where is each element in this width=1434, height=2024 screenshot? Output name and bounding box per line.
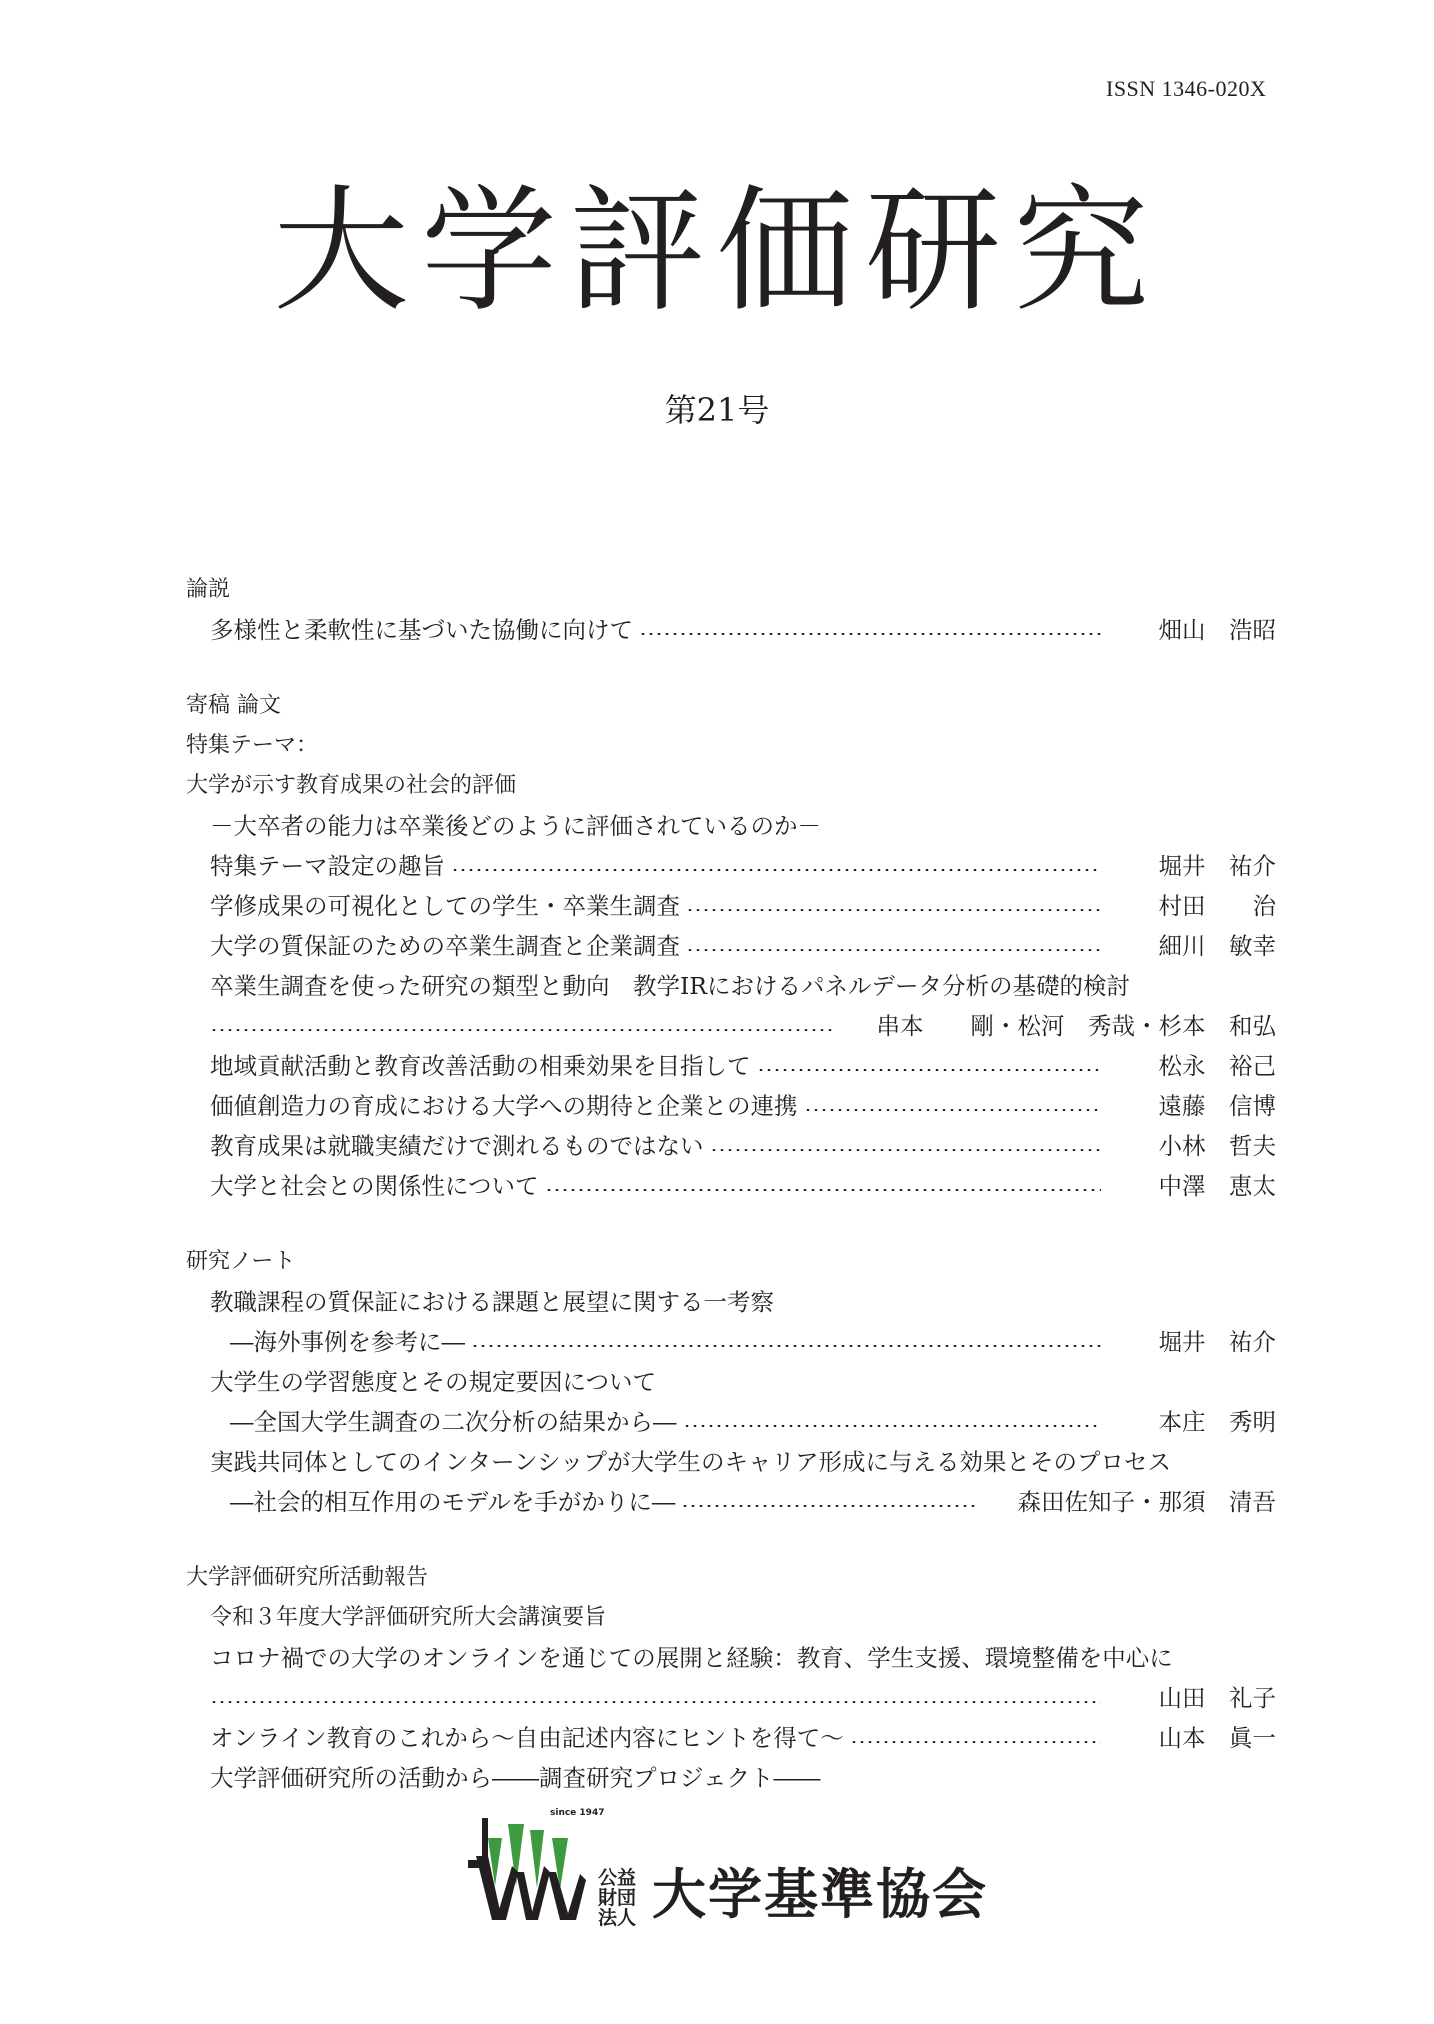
toc-entry[interactable] — [186, 1086, 1276, 1126]
entry-author: 村田 治 — [1158, 892, 1276, 920]
entry-title[interactable]: 卒業生調査を使った研究の類型と動向 教学IRにおけるパネルデータ分析の基礎的検討 — [210, 972, 1130, 1000]
toc-entry[interactable] — [186, 1046, 1276, 1086]
toc-entry[interactable] — [186, 1402, 1276, 1442]
entry-author: 串本 剛・松河 秀哉・杉本 和弘 — [876, 1012, 1276, 1040]
entry-author: 堀井 祐介 — [1158, 1328, 1276, 1356]
publisher-logo — [468, 1808, 1008, 1928]
juaa-logo-mark — [468, 1808, 598, 1928]
entry-title[interactable]: 教職課程の質保証における課題と展望に関する一考察 — [210, 1288, 774, 1316]
toc-entry[interactable] — [186, 1678, 1276, 1718]
leader-dots — [545, 1189, 1101, 1191]
entry-author: 細川 敏幸 — [1158, 932, 1276, 960]
leader-dots — [850, 1741, 1101, 1743]
issue-number: 第21号 — [664, 391, 770, 429]
entry-author: 中澤 恵太 — [1158, 1172, 1276, 1200]
toc-entry[interactable] — [186, 1322, 1276, 1362]
entry-title: 学修成果の可視化としての学生・卒業生調査 — [210, 892, 680, 920]
entry-title: 大学の質保証のための卒業生調査と企業調査 — [210, 932, 680, 960]
entry-title: オンライン教育のこれから～自由記述内容にヒントを得て～ — [210, 1724, 844, 1752]
toc-entry[interactable] — [186, 886, 1276, 926]
journal-title: 大学評価研究 — [273, 173, 1161, 331]
entry-title: 教育成果は就職実績だけで測れるものではない — [210, 1132, 704, 1160]
entry-title[interactable]: コロナ禍での大学のオンラインを通じての展開と経験：教育、学生支援、環境整備を中心に — [210, 1644, 1173, 1672]
toc-entry[interactable] — [186, 1006, 1276, 1046]
entry-title: 大学と社会との関係性について — [210, 1172, 539, 1200]
leader-dots — [210, 1701, 1101, 1703]
section-heading-ronsetsu: 論説 — [186, 577, 231, 602]
entry-author: 堀井 祐介 — [1158, 852, 1276, 880]
entry-author: 松永 裕己 — [1158, 1052, 1276, 1080]
entry-author: 遠藤 信博 — [1158, 1092, 1276, 1120]
leader-dots — [639, 633, 1101, 635]
entry-author: 畑山 浩昭 — [1158, 616, 1276, 644]
publisher-name — [598, 1852, 988, 1929]
publisher-org-name: 大学基準協会 — [652, 1863, 988, 1926]
theme-label: 特集テーマ： — [186, 733, 319, 758]
entry-title[interactable]: 大学生の学習態度とその規定要因について — [210, 1368, 657, 1396]
section-heading-notes: 研究ノート — [186, 1249, 296, 1274]
entry-author: 小林 哲夫 — [1158, 1132, 1276, 1160]
entry-author: 山本 眞一 — [1158, 1724, 1276, 1752]
entry-title[interactable]: 実践共同体としてのインターンシップが大学生のキャリア形成に与える効果とそのプロセス — [210, 1448, 1172, 1476]
leader-dots — [710, 1149, 1102, 1151]
toc-entry[interactable] — [186, 1166, 1276, 1206]
publisher-kind: 公益財団法人 — [598, 1867, 637, 1930]
entry-author: 本庄 秀明 — [1158, 1408, 1276, 1436]
entry-title: 多様性と柔軟性に基づいた協働に向けて — [210, 616, 633, 644]
leader-dots — [683, 1425, 1102, 1427]
toc-entry[interactable] — [186, 1126, 1276, 1166]
leader-dots — [210, 1029, 836, 1031]
section-heading-kikou: 寄稿 論文 — [186, 693, 281, 718]
toc-entry[interactable] — [186, 1718, 1276, 1758]
theme-subtitle: －大卒者の能力は卒業後どのように評価されているのか－ — [210, 812, 821, 840]
toc-entry[interactable] — [186, 846, 1276, 886]
entry-subtitle: ―海外事例を参考に― — [230, 1328, 465, 1356]
entry-subtitle: ―社会的相互作用のモデルを手がかりに― — [230, 1488, 676, 1516]
leader-dots — [451, 869, 1101, 871]
issn-number: ISSN 1346-020X — [1106, 76, 1267, 101]
entry-author: 森田佐知子・那須 清吾 — [1017, 1488, 1276, 1516]
report-closing-entry[interactable]: 大学評価研究所の活動から――調査研究プロジェクト―― — [210, 1764, 821, 1792]
theme-title: 大学が示す教育成果の社会的評価 — [186, 773, 517, 798]
entry-subtitle: ―全国大学生調査の二次分析の結果から― — [230, 1408, 677, 1436]
leader-dots — [681, 1505, 976, 1507]
leader-dots — [471, 1345, 1101, 1347]
leader-dots — [757, 1069, 1102, 1071]
leader-dots — [686, 909, 1101, 911]
entry-title: 特集テーマ設定の趣旨 — [210, 852, 445, 880]
logo-since-text: since 1947 — [550, 1808, 605, 1818]
table-of-contents — [186, 570, 1276, 1798]
toc-entry[interactable] — [186, 610, 1276, 650]
entry-title: 地域貢献活動と教育改善活動の相乗効果を目指して — [210, 1052, 751, 1080]
leader-dots — [804, 1109, 1102, 1111]
toc-entry[interactable] — [186, 1482, 1276, 1522]
toc-entry[interactable] — [186, 926, 1276, 966]
section-heading-report: 大学評価研究所活動報告 — [186, 1565, 429, 1590]
report-subheading: 令和３年度大学評価研究所大会講演要旨 — [210, 1605, 607, 1630]
entry-title: 価値創造力の育成における大学への期待と企業との連携 — [210, 1092, 798, 1120]
leader-dots — [686, 949, 1101, 951]
entry-author: 山田 礼子 — [1158, 1684, 1276, 1712]
